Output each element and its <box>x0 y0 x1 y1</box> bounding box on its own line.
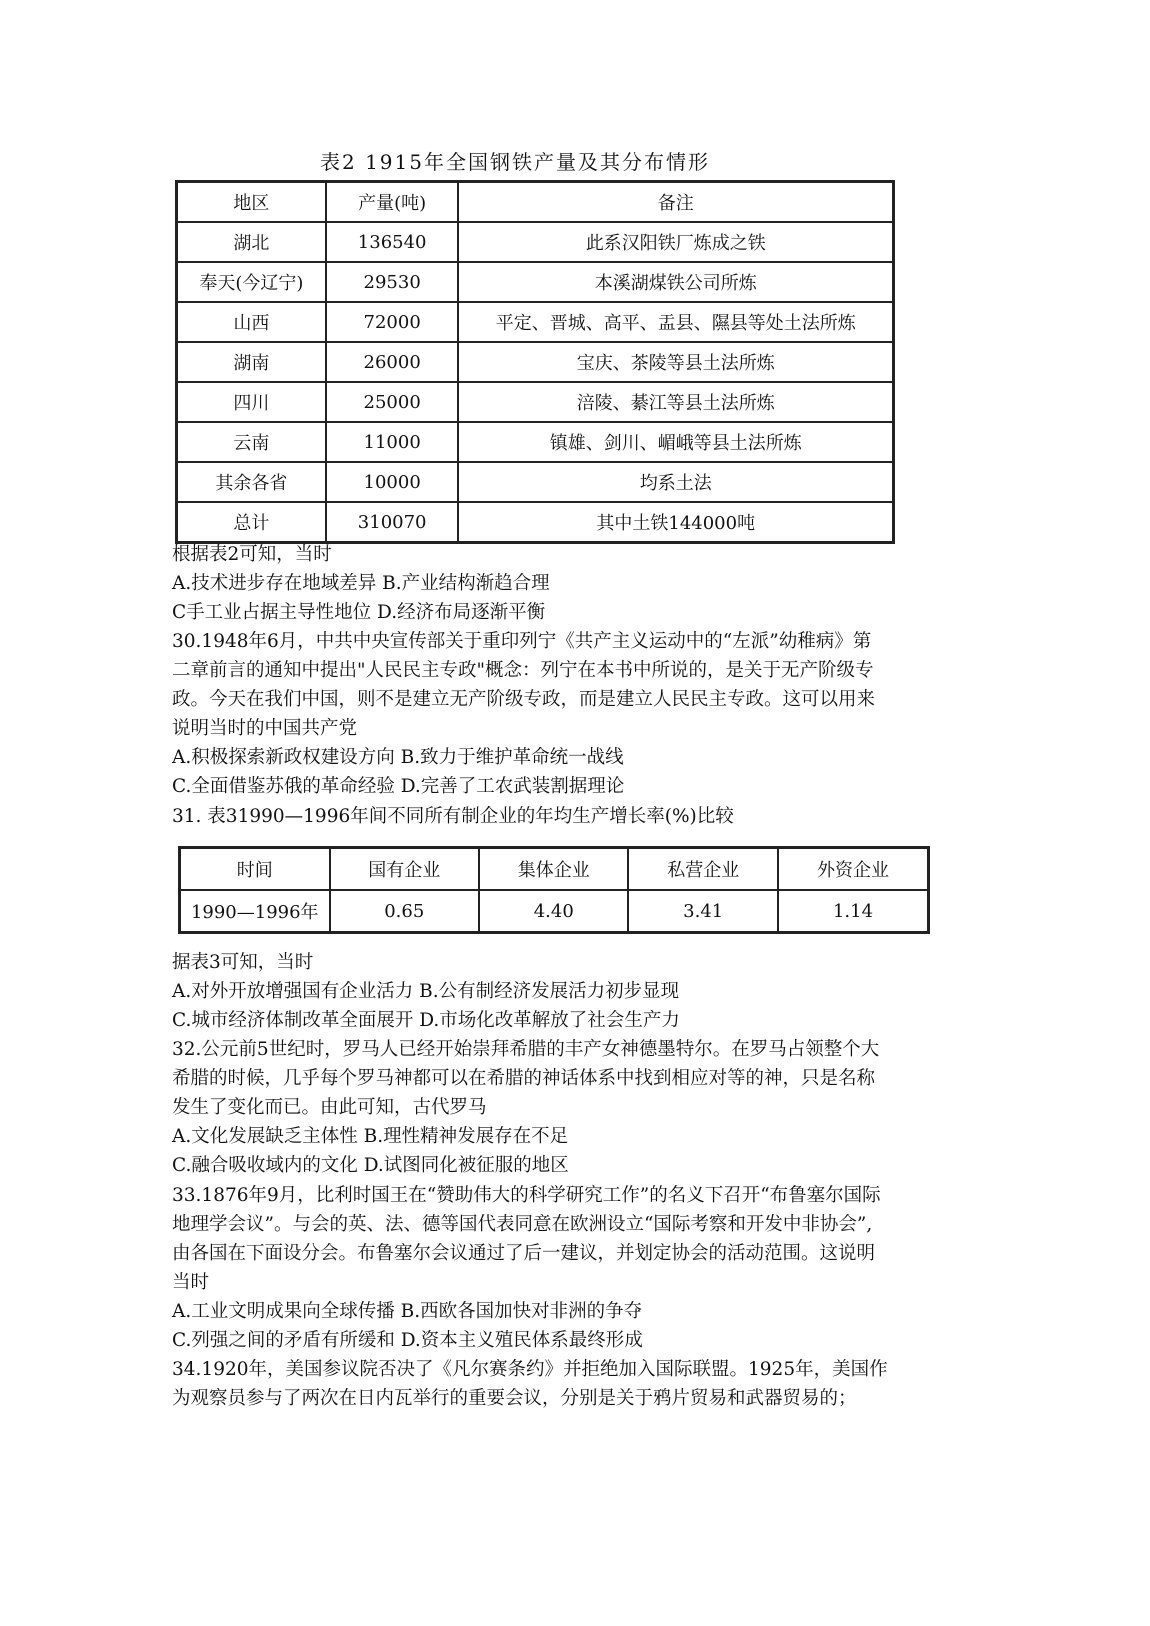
question-line: 由各国在下面设分会。布鲁塞尔会议通过了后一建议，并划定协会的活动范围。这说明 <box>172 1243 876 1264</box>
table-cell: 此系汉阳铁厂炼成之铁 <box>458 222 893 262</box>
table-cell: 平定、晋城、高平、盂县、隰县等处土法所炼 <box>458 302 893 342</box>
question-line: 为观察员参与了两次在日内瓦举行的重要会议，分别是关于鸦片贸易和武器贸易的； <box>172 1388 857 1409</box>
table-cell: 湖南 <box>177 342 326 382</box>
table-cell: 310070 <box>326 502 459 543</box>
option-line: C.列强之间的矛盾有所缓和 D.资本主义殖民体系最终形成 <box>172 1330 643 1351</box>
table-cell: 3.41 <box>628 890 777 933</box>
question-32 <box>172 1035 972 1180</box>
question-line: 地理学会议”。与会的英、法、德等国代表同意在欧洲设立“国际考察和开发中非协会”, <box>172 1214 873 1235</box>
table-header-cell: 私营企业 <box>628 848 777 891</box>
table-cell: 0.65 <box>330 890 479 933</box>
question-line: 33.1876年9月，比利时国王在“赞助伟大的科学研究工作”的名义下召开“布鲁塞尔国际 <box>172 1185 881 1206</box>
table-cell: 均系土法 <box>458 462 893 502</box>
table-cell: 11000 <box>326 422 459 462</box>
table-cell: 奉天(今辽宁) <box>177 262 326 302</box>
table-row <box>177 262 894 302</box>
table-cell: 1990—1996年 <box>180 890 330 933</box>
option-line: C.全面借鉴苏俄的革命经验 D.完善了工农武装割据理论 <box>172 776 625 797</box>
question-29 <box>172 540 972 627</box>
option-line: A.积极探索新政权建设方向 B.致力于维护革命统一战线 <box>172 747 624 768</box>
table-header-cell: 外资企业 <box>778 848 929 891</box>
table-cell: 四川 <box>177 382 326 422</box>
option-line: A.文化发展缺乏主体性 B.理性精神发展存在不足 <box>172 1126 569 1147</box>
question-stem: 根据表2可知，当时 <box>172 544 332 565</box>
table-header-cell: 产量(吨) <box>326 182 459 223</box>
question-line: 二章前言的通知中提出"人民民主专政"概念：列宁在本书中所说的，是关于无产阶级专 <box>172 660 874 681</box>
question-line: 32.公元前5世纪时，罗马人已经开始崇拜希腊的丰产女神德墨特尔。在罗马占领整个大 <box>172 1039 880 1060</box>
table-row <box>177 462 894 502</box>
question-stem: 据表3可知，当时 <box>172 952 314 973</box>
option-line: C.城市经济体制改革全面展开 D.市场化改革解放了社会生产力 <box>172 1010 680 1031</box>
question-line: 30.1948年6月，中共中央宣传部关于重印列宁《共产主义运动中的“左派”幼稚病》第 <box>172 631 872 652</box>
table-cell: 山西 <box>177 302 326 342</box>
table-cell: 其余各省 <box>177 462 326 502</box>
table3-caption: 31. 表31990—1996年间不同所有制企业的年均生产增长率(%)比较 <box>172 806 734 827</box>
table-header-cell: 集体企业 <box>479 848 628 891</box>
table3 <box>178 846 930 934</box>
table-cell: 10000 <box>326 462 459 502</box>
table-header-cell: 地区 <box>177 182 326 223</box>
table-cell: 4.40 <box>479 890 628 933</box>
table-cell: 其中土铁144000吨 <box>458 502 893 543</box>
question-30 <box>172 627 972 801</box>
option-line: C手工业占据主导性地位 D.经济布局逐渐平衡 <box>172 602 546 623</box>
table-cell: 1.14 <box>778 890 929 933</box>
option-line: A.对外开放增强国有企业活力 B.公有制经济发展活力初步显现 <box>172 981 680 1002</box>
table-cell: 本溪湖煤铁公司所炼 <box>458 262 893 302</box>
question-33 <box>172 1181 972 1355</box>
table2-title: 表2 1915年全国钢铁产量及其分布情形 <box>320 150 710 174</box>
table-row <box>177 382 894 422</box>
table-cell: 宝庆、茶陵等县土法所炼 <box>458 342 893 382</box>
option-line: C.融合吸收域内的文化 D.试图同化被征服的地区 <box>172 1155 569 1176</box>
table-cell: 湖北 <box>177 222 326 262</box>
table-header-cell: 备注 <box>458 182 893 223</box>
question-34 <box>172 1355 972 1413</box>
table-header-row <box>180 848 929 891</box>
table-cell: 72000 <box>326 302 459 342</box>
table-row <box>177 342 894 382</box>
question-line: 34.1920年，美国参议院否决了《凡尔赛条约》并拒绝加入国际联盟。1925年，美国作 <box>172 1359 888 1380</box>
question-line: 发生了变化而已。由此可知，古代罗马 <box>172 1097 487 1118</box>
question-line: 当时 <box>172 1272 210 1293</box>
question-31 <box>172 948 972 1035</box>
table-cell: 136540 <box>326 222 459 262</box>
table-header-cell: 时间 <box>180 848 330 891</box>
table-cell: 25000 <box>326 382 459 422</box>
table-cell: 镇雄、剑川、嵋峨等县土法所炼 <box>458 422 893 462</box>
question-line: 希腊的时候，几乎每个罗马神都可以在希腊的神话体系中找到相应对等的神，只是名称 <box>172 1068 876 1089</box>
question-31-caption <box>172 802 972 831</box>
option-line: A.技术进步存在地域差异 B.产业结构渐趋合理 <box>172 573 550 594</box>
option-line: A.工业文明成果向全球传播 B.西欧各国加快对非洲的争夺 <box>172 1301 643 1322</box>
table-header-cell: 国有企业 <box>330 848 479 891</box>
table-cell: 涪陵、綦江等县土法所炼 <box>458 382 893 422</box>
table-row <box>177 502 894 543</box>
table-row <box>177 302 894 342</box>
table-row <box>177 422 894 462</box>
table-cell: 总计 <box>177 502 326 543</box>
table2 <box>175 180 895 544</box>
table-cell: 29530 <box>326 262 459 302</box>
table-cell: 云南 <box>177 422 326 462</box>
table-row <box>180 890 929 933</box>
table-header-row <box>177 182 894 223</box>
table-row <box>177 222 894 262</box>
question-line: 说明当时的中国共产党 <box>172 718 358 739</box>
question-line: 政。今天在我们中国，则不是建立无产阶级专政，而是建立人民民主专政。这可以用来 <box>172 689 876 710</box>
table-cell: 26000 <box>326 342 459 382</box>
